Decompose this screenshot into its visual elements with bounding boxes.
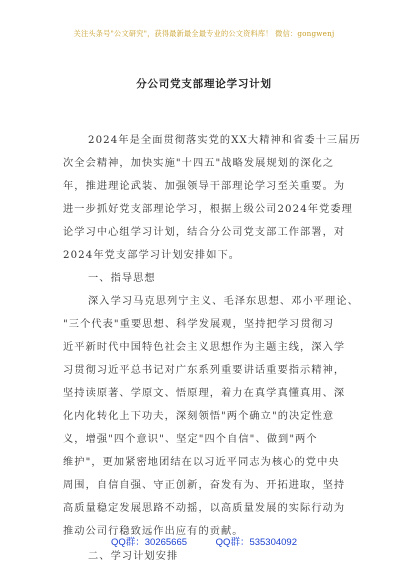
header-promo-note: 关注头条号"公文研究"，获得最新最全最专业的公文资料库！ 微信：gongwenj (73, 29, 335, 38)
paragraph-line: 2024年党支部学习计划安排如下。 (63, 250, 241, 261)
paragraph-line: 高质量稳定发展思路不动摇，以高质量发展的实际行动为 (63, 503, 346, 514)
section-heading: 一、指导思想 (88, 273, 156, 284)
paragraph-line: 2024年是全面贯彻落实党的XX大精神和省委十三届历 (88, 135, 361, 146)
document-title: 分公司党支部理论学习计划 (136, 78, 272, 90)
paragraph-line: "三个代表"重要思想、科学发展观，坚持把学习贯彻习 (63, 319, 335, 330)
paragraph-line: 年，推进理论武装、加强领导干部理论学习至关重要。为 (63, 181, 346, 192)
paragraph-line: 推动公司行稳致远作出应有的贡献。 (63, 526, 244, 537)
paragraph-line: 次全会精神，加快实施"十四五"战略发展规划的深化之 (63, 158, 335, 169)
footer-qq-groups (0, 534, 408, 548)
paragraph-line: 义，增强"四个意识"、坚定"四个自信"、做到"两个 (63, 434, 318, 445)
qq-group-1: QQ群：30265665 (110, 537, 188, 548)
paragraph-line: 论学习中心组学习计划，结合分公司党支部工作部署，对 (63, 227, 346, 238)
paragraph-line: 周围，自信自强、守正创新，奋发有为、开拓进取，坚持 (63, 480, 346, 491)
paragraph-line: 化内化转化上下功夫，深刻领悟"两个确立"的决定性意 (63, 411, 335, 422)
paragraph-line: 进一步抓好党支部理论学习，根据上级公司2024年党委理 (63, 204, 353, 215)
paragraph-line: 深入学习马克思列宁主义、毛泽东思想、邓小平理论、 (88, 296, 359, 307)
section-heading: 二、学习计划安排 (88, 551, 179, 562)
paragraph-line: 习贯彻习近平总书记对广东系列重要讲话重要指示精神， (63, 365, 346, 376)
paragraph-line: 近平新时代中国特色社会主义思想作为主题主线，深入学 (63, 342, 346, 353)
paragraph-line: 维护"，更加紧密地团结在以习近平同志为核心的党中央 (63, 457, 340, 468)
qq-group-2: QQ群：535304092 (215, 537, 298, 548)
paragraph-line: 坚持读原著、学原文、悟原理，着力在真学真懂真用、深 (63, 388, 346, 399)
